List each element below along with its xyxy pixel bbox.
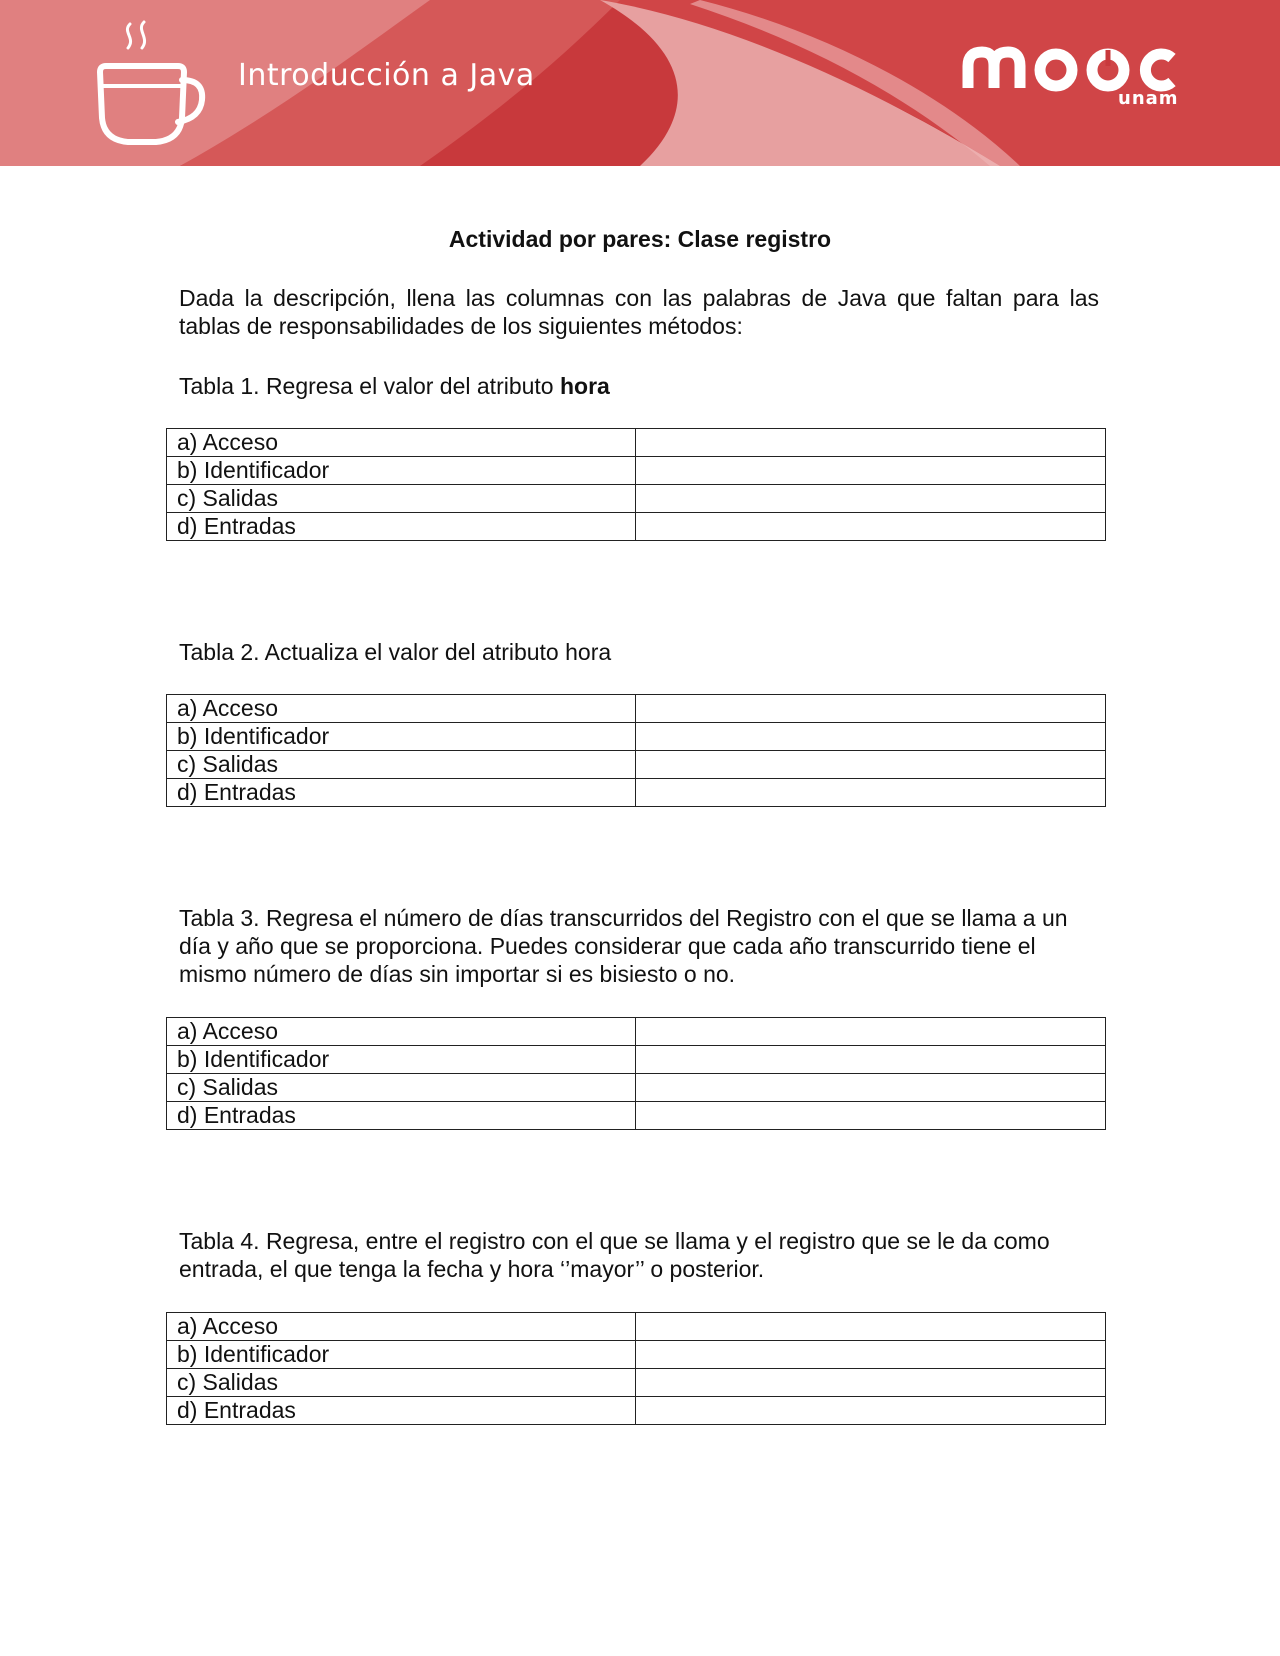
row-label: c) Salidas (167, 1074, 636, 1102)
table-row (167, 751, 1106, 779)
row-label: d) Entradas (167, 1397, 636, 1425)
coffee-cup-icon (92, 18, 212, 148)
table-row (167, 1102, 1106, 1130)
logo-subtext: unam (1118, 88, 1179, 109)
answer-cell[interactable] (636, 1046, 1106, 1074)
answer-cell[interactable] (636, 779, 1106, 807)
row-label: c) Salidas (167, 485, 636, 513)
answer-cell[interactable] (636, 1313, 1106, 1341)
document-title: Actividad por pares: Clase registro (448, 226, 832, 252)
row-label: c) Salidas (167, 1369, 636, 1397)
table-row (167, 1341, 1106, 1369)
answer-cell[interactable] (636, 1397, 1106, 1425)
responsibility-table-1 (166, 428, 1106, 541)
mooc-logo (962, 44, 1194, 92)
row-label: b) Identificador (167, 1046, 636, 1074)
table-row (167, 1074, 1106, 1102)
table-2-caption: Tabla 2. Actualiza el valor del atributo hora (179, 639, 612, 665)
answer-cell[interactable] (636, 485, 1106, 513)
answer-cell[interactable] (636, 457, 1106, 485)
row-label: d) Entradas (167, 779, 636, 807)
row-label: d) Entradas (167, 1102, 636, 1130)
table-row (167, 723, 1106, 751)
table-row (167, 1397, 1106, 1425)
intro-paragraph: Dada la descripción, llena las columnas con las palabras de Java que faltan para las tablas de responsabilidades de los siguientes métodos: (179, 285, 1099, 339)
table-row (167, 485, 1106, 513)
answer-cell[interactable] (636, 1018, 1106, 1046)
row-label: c) Salidas (167, 751, 636, 779)
row-label: d) Entradas (167, 513, 636, 541)
table-row (167, 1369, 1106, 1397)
table-row (167, 1018, 1106, 1046)
row-label: b) Identificador (167, 1341, 636, 1369)
answer-cell[interactable] (636, 513, 1106, 541)
table-row (167, 1313, 1106, 1341)
row-label: a) Acceso (167, 429, 636, 457)
course-title: Introducción a Java (238, 58, 535, 93)
table-3-caption: Tabla 3. Regresa el número de días transcurridos del Registro con el que se llama a un día y año que se proporciona. Puedes considerar que cada año transcurrido tiene el mismo número de días sin importar si es bisiesto o no. (179, 905, 1068, 987)
row-label: b) Identificador (167, 723, 636, 751)
row-label: b) Identificador (167, 457, 636, 485)
row-label: a) Acceso (167, 1313, 636, 1341)
table-row (167, 695, 1106, 723)
table-row (167, 429, 1106, 457)
answer-cell[interactable] (636, 751, 1106, 779)
answer-cell[interactable] (636, 1341, 1106, 1369)
responsibility-table-4 (166, 1312, 1106, 1425)
row-label: a) Acceso (167, 695, 636, 723)
table-row (167, 457, 1106, 485)
table-row (167, 779, 1106, 807)
table-row (167, 513, 1106, 541)
answer-cell[interactable] (636, 723, 1106, 751)
table-1-caption: Tabla 1. Regresa el valor del atributo hora (179, 373, 610, 399)
answer-cell[interactable] (636, 1074, 1106, 1102)
responsibility-table-2 (166, 694, 1106, 807)
answer-cell[interactable] (636, 1369, 1106, 1397)
responsibility-table-3 (166, 1017, 1106, 1130)
answer-cell[interactable] (636, 429, 1106, 457)
answer-cell[interactable] (636, 695, 1106, 723)
table-4-caption: Tabla 4. Regresa, entre el registro con el que se llama y el registro que se le da como entrada, el que tenga la fecha y hora ‘’mayor’’ o posterior. (179, 1228, 1050, 1282)
table-row (167, 1046, 1106, 1074)
header-banner (0, 0, 1280, 166)
row-label: a) Acceso (167, 1018, 636, 1046)
answer-cell[interactable] (636, 1102, 1106, 1130)
